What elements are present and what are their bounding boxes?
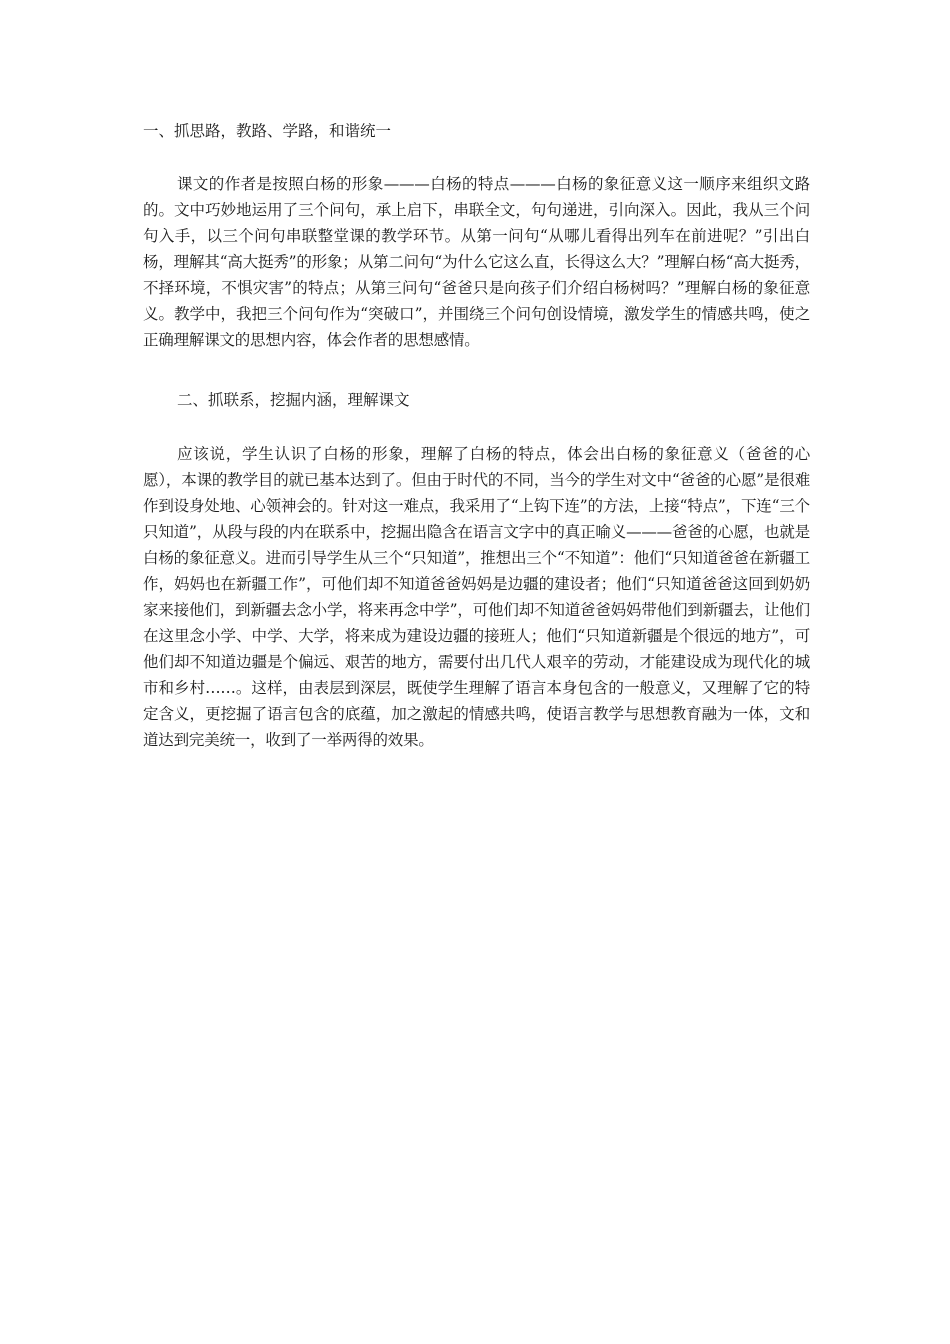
spacer: [143, 353, 810, 387]
spacer: [143, 144, 810, 171]
section-2-paragraph: 应该说，学生认识了白杨的形象，理解了白杨的特点，体会出白杨的象征意义（爸爸的心愿），本课的教学目的就已基本达到了。但由于时代的不同，当今的学生对文中“爸爸的心愿”是很难作到设身处地、心领神会的。针对这一难点，我采用了“上钩下连”的方法，上接“特点”，下连“三个只知道”，从段与段的内在联系中，挖掘出隐含在语言文字中的真正喻义———爸爸的心愿，也就是白杨的象征意义。进而引导学生从三个“只知道”，推想出三个“不知道”：他们“只知道爸爸在新疆工作，妈妈也在新疆工作”，可他们却不知道爸爸妈妈是边疆的建设者；他们“只知道爸爸这回到奶奶家来接他们，到新疆去念小学，将来再念中学”，可他们却不知道爸爸妈妈带他们到新疆去，让他们在这里念小学、中学、大学，将来成为建设边疆的接班人；他们“只知道新疆是个很远的地方”，可他们却不知道边疆是个偏远、艰苦的地方，需要付出几代人艰辛的劳动，才能建设成为现代化的城市和乡村……。这样，由表层到深层，既使学生理解了语言本身包含的一般意义，又理解了它的特定含义，更挖掘了语言包含的底蕴，加之激起的情感共鸣，使语言教学与思想教育融为一体，文和道达到完美统一，收到了一举两得的效果。: [143, 445, 810, 749]
document-page: [143, 118, 810, 753]
spacer: [143, 413, 810, 441]
section-2-heading: 二、抓联系，挖掘内涵，理解课文: [177, 391, 410, 409]
section-1-paragraph: 课文的作者是按照白杨的形象———白杨的特点———白杨的象征意义这一顺序来组织文路的。文中巧妙地运用了三个问句，承上启下，串联全文，句句递进，引向深入。因此，我从三个问句入手，以三个问句串联整堂课的教学环节。从第一问句“从哪儿看得出列车在前进呢？”引出白杨，理解其“高大挺秀”的形象；从第二问句“为什么它这么直，长得这么大？”理解白杨“高大挺秀，不择环境，不惧灾害”的特点；从第三问句“爸爸只是向孩子们介绍白杨树吗？”理解白杨的象征意义。教学中，我把三个问句作为“突破口”，并围绕三个问句创设情境，激发学生的情感共鸣，使之正确理解课文的思想内容，体会作者的思想感情。: [143, 175, 810, 349]
section-1-heading: 一、抓思路，教路、学路，和谐统一: [143, 122, 392, 140]
